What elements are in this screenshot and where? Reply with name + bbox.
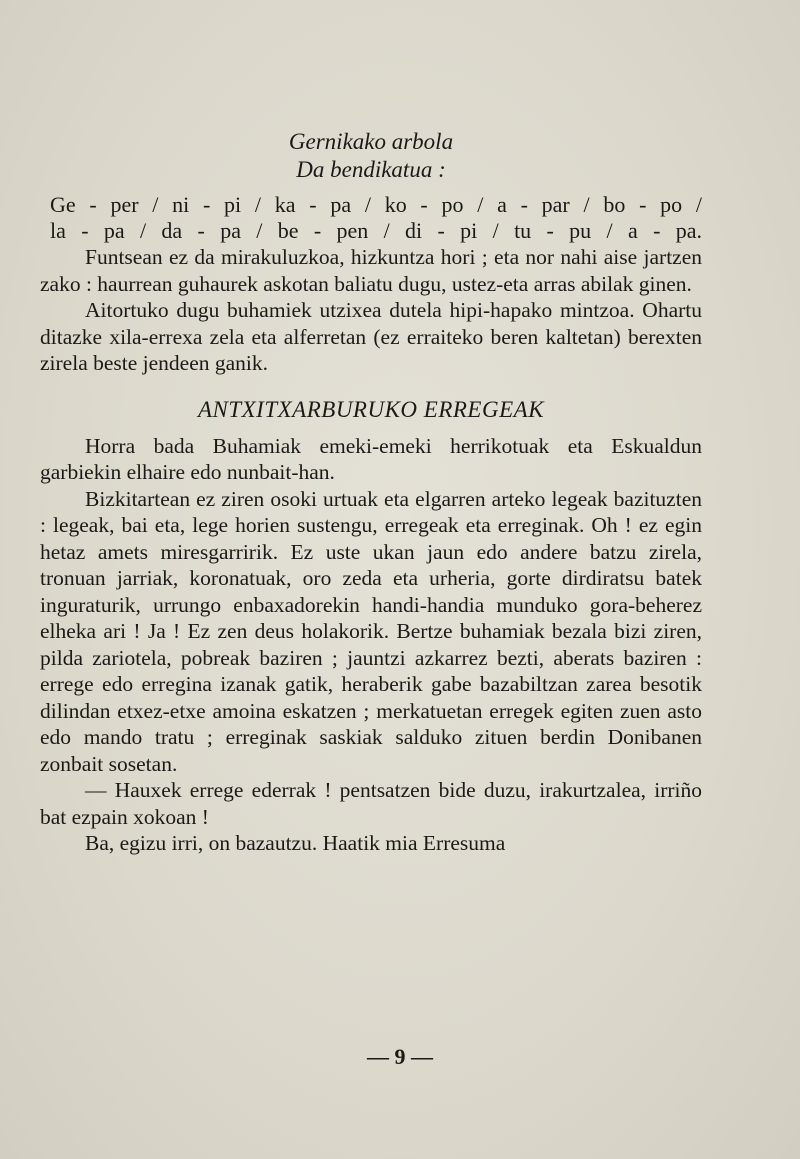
syllable-line-2: la - pa / da - pa / be - pen / di - pi / tu - pu / a - pa. (50, 218, 702, 243)
syllable-line-1: Ge - per / ni - pi / ka - pa / ko - po / a - par / bo - po / (50, 192, 702, 217)
verse-line-1: Gernikako arbola (288, 129, 454, 154)
page-number: — 9 — (367, 1044, 433, 1069)
section-heading: ANTXITXARBURUKO ERREGEAK (197, 396, 545, 422)
verse-line-2: Da bendikatua : (296, 157, 446, 182)
paragraph: Bizkitartean ez ziren osoki urtuak eta elgarren arteko legeak bazituzten : legeak, bai eta, lege horien sustengu, erregeak eta erreginak. Oh ! ez egin hetaz amets miresgarririk. Ez uste ukan jaun edo andere batzu zirela, tronuan jarriak, koronatuak, oro zeda eta urheria, gorte dirdiratsu batek inguraturik, urrungo enbaxadorekin handi-handia munduko gora-beherez elheka ari ! Ja ! Ez zen deus holakorik. Bertze buhamiak bezala bizi ziren, pilda zariotela, pobreak baziren ; jauntzi azkarrez bezti, aberats baziren : errege edo erregina izanak gatik, heraberik gabe bazabiltzan zarea besotik dilindan etxez-etxe amoina eskatzen ; merkatuetan erregek egiten zuen asto edo mando tratu ; erreginak saskiak salduko zituen berdin Donibanen zonbait sosetan. (40, 486, 702, 776)
paragraph: Aitortuko dugu buhamiek utzixea dutela hipi-hapako mintzoa. Ohartu ditazke xila-errexa zela eta alferretan (ez erraiteko beren kaltetan) berexten zirela beste jendeen ganik. (40, 298, 702, 375)
paragraph: Funtsean ez da mirakuluzkoa, hizkuntza hori ; eta nor nahi aise jartzen zako : haurrean guhaurek askotan baliatu dugu, ustez-eta arras abilak ginen. (40, 245, 702, 296)
paragraph: Ba, egizu irri, on bazautzu. Haatik mia Erresuma (85, 831, 506, 855)
paragraph: — Hauxek errege ederrak ! pentsatzen bide duzu, irakurtzalea, irriño bat ezpain xokoan ! (40, 778, 702, 829)
page-body (40, 128, 702, 857)
paragraph: Horra bada Buhamiak emeki-emeki herrikotuak eta Eskualdun garbiekin elhaire edo nunbait-han. (40, 433, 702, 484)
